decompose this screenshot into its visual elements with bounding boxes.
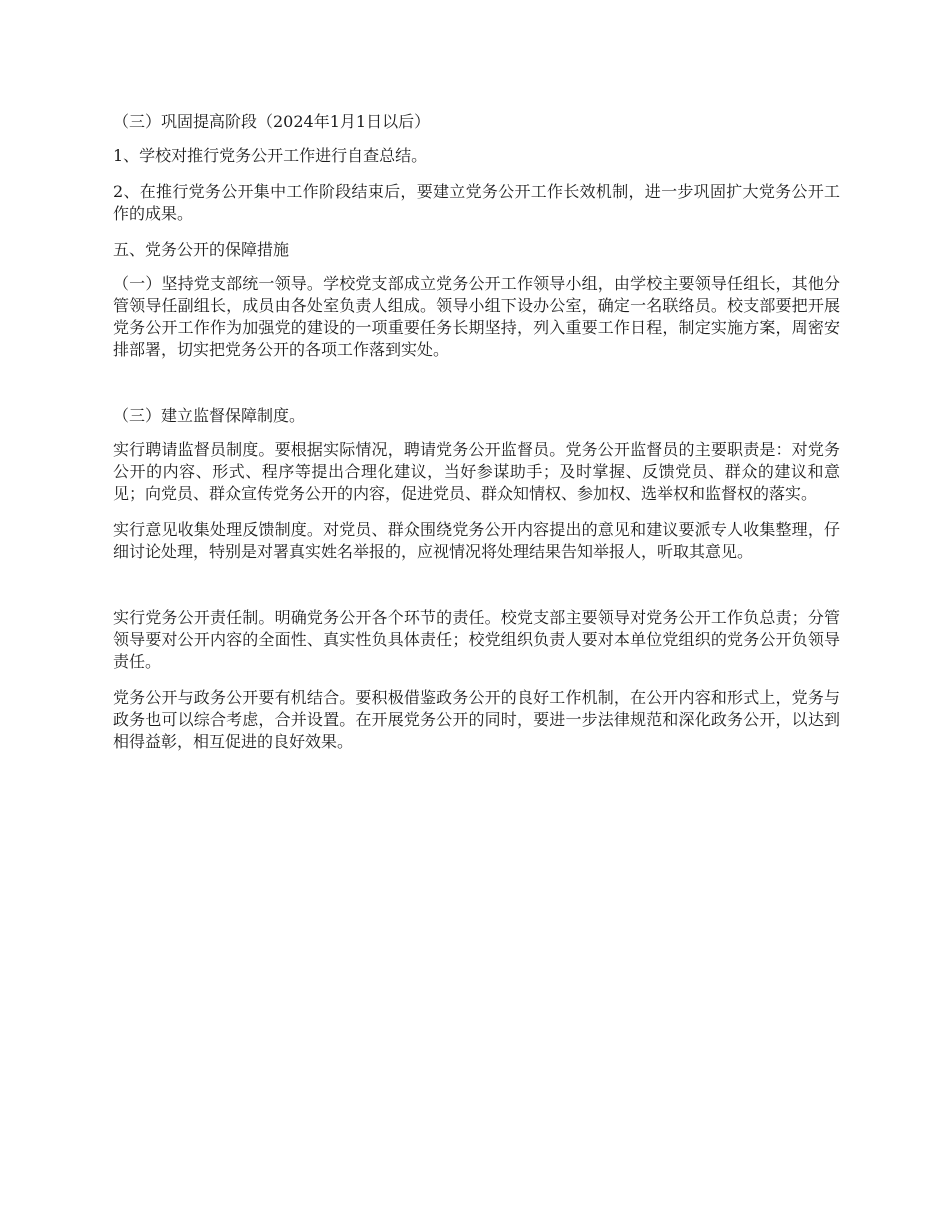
spacer: [113, 375, 840, 405]
document-body: [113, 111, 840, 767]
paragraph-unified-leadership: （一）坚持党支部统一领导。学校党支部成立党务公开工作领导小组，由学校主要领导任组长，其他分管领导任副组长，成员由各处室负责人组成。领导小组下设办公室，确定一名联络员。校支部要把开展党务公开工作作为加强党的建设的一项重要任务长期坚持，列入重要工作日程，制定实施方案，周密安排部署，切实把党务公开的各项工作落到实处。: [113, 274, 840, 359]
paragraph-feedback-system: 实行意见收集处理反馈制度。对党员、群众围绕党务公开内容提出的意见和建议要派专人收集整理，仔细讨论处理，特别是对署真实姓名举报的，应视情况将处理结果告知举报人，听取其意见。: [113, 520, 840, 561]
spacer: [113, 577, 840, 607]
paragraph-responsibility-system: 实行党务公开责任制。明确党务公开各个环节的责任。校党支部主要领导对党务公开工作负总责；分管领导要对公开内容的全面性、真实性负具体责任；校党组织负责人要对本单位党组织的党务公开负领导责任。: [113, 608, 840, 671]
paragraph-long-term-mechanism: 2、在推行党务公开集中工作阶段结束后，要建立党务公开工作长效机制，进一步巩固扩大党务公开工作的成果。: [113, 182, 840, 223]
paragraph-party-government-integration: 党务公开与政务公开要有机结合。要积极借鉴政务公开的良好工作机制，在公开内容和形式上，党务与政务也可以综合考虑，合并设置。在开展党务公开的同时，要进一步法律规范和深化政务公开，以达到相得益彰，相互促进的良好效果。: [113, 688, 840, 751]
paragraph-self-inspection: 1、学校对推行党务公开工作进行自查总结。: [113, 146, 428, 165]
section-heading-supervision-system: （三）建立监督保障制度。: [113, 406, 306, 425]
section-heading-consolidation-stage: （三）巩固提高阶段（2024年1月1日以后）: [113, 112, 431, 131]
section-heading-safeguard-measures: 五、党务公开的保障措施: [113, 240, 290, 259]
paragraph-supervisor-system: 实行聘请监督员制度。要根据实际情况，聘请党务公开监督员。党务公开监督员的主要职责是：对党务公开的内容、形式、程序等提出合理化建议，当好参谋助手；及时掌握、反馈党员、群众的建议和意见；向党员、群众宣传党务公开的内容，促进党员、群众知情权、参加权、选举权和监督权的落实。: [113, 440, 840, 503]
